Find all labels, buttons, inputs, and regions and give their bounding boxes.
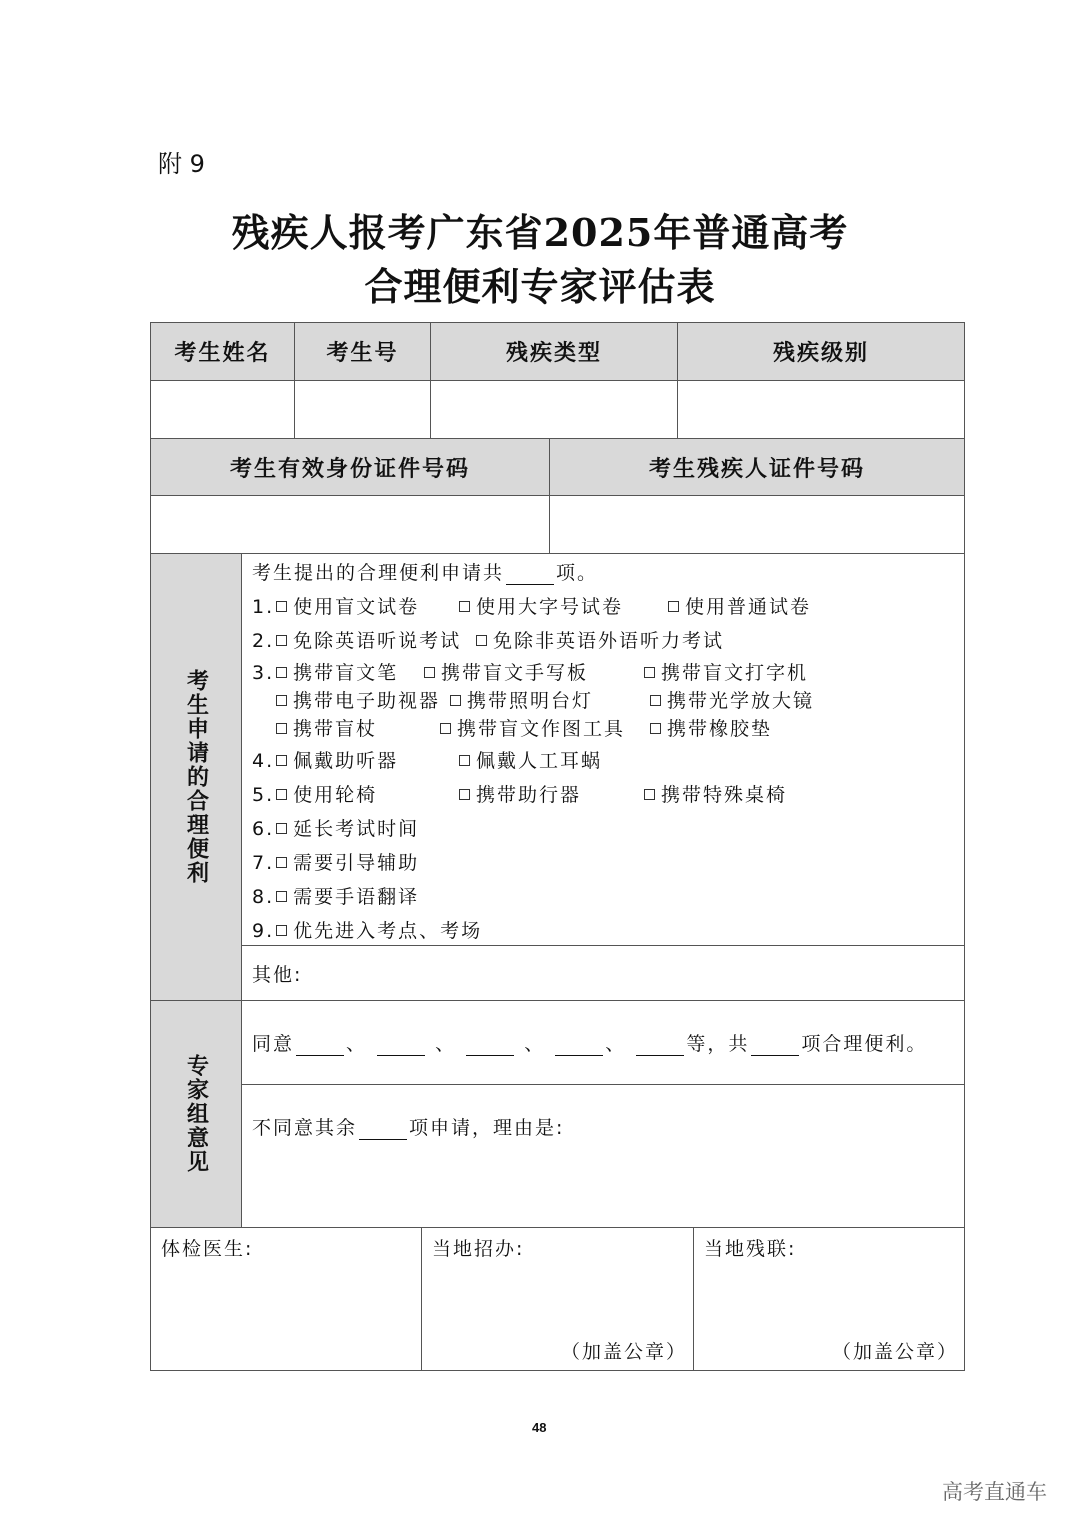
checkbox-cochlear-implant[interactable] [459, 755, 470, 766]
option-label: 免除英语听说考试 [293, 630, 462, 652]
option-label: 使用普通试卷 [685, 596, 812, 618]
disability-level-field[interactable] [677, 380, 965, 439]
option-label: 需要手语翻译 [293, 886, 420, 908]
section-label-expert-text: 专家组意见 [183, 1054, 209, 1174]
agree-count-blank[interactable] [751, 1037, 799, 1056]
checkbox-braille-paper[interactable] [276, 601, 287, 612]
row-number: 4. [252, 750, 275, 772]
separator: 、 [524, 1033, 546, 1055]
checkbox-extended-time[interactable] [276, 823, 287, 834]
option-label: 携带盲文手写板 [441, 662, 589, 684]
section-label-applied [150, 553, 242, 1001]
agree-prefix: 同意 [252, 1033, 295, 1055]
applied-accommodations-list [241, 553, 965, 946]
disagree-suffix: 项申请，理由是: [409, 1117, 565, 1139]
federation-label: 当地残联: [704, 1238, 797, 1260]
checkbox-rubber-mat[interactable] [650, 723, 661, 734]
option-label: 携带盲文笔 [293, 662, 399, 684]
option-label: 携带电子助视器 [293, 690, 441, 712]
disagree-row[interactable] [241, 1084, 965, 1228]
option-label: 携带盲文作图工具 [457, 718, 626, 740]
doctor-signature-box[interactable] [150, 1227, 422, 1371]
agree-item-blank-4[interactable] [555, 1037, 603, 1056]
row-number: 2. [252, 630, 275, 652]
checkbox-braille-slate[interactable] [424, 667, 435, 678]
page-number: 48 [532, 1420, 547, 1435]
intro-prefix: 考生提出的合理便利申请共 [252, 562, 505, 584]
disability-type-field[interactable] [430, 380, 678, 439]
checkbox-regular-paper[interactable] [668, 601, 679, 612]
header-disability-level: 残疾级别 [677, 322, 965, 381]
checkbox-exempt-english-listening-speaking[interactable] [276, 635, 287, 646]
option-row-8 [252, 882, 419, 909]
header-disability-type: 残疾类型 [430, 322, 678, 381]
disability-cert-number-field[interactable] [549, 495, 965, 554]
option-row-9 [252, 916, 482, 943]
option-label: 佩戴助听器 [293, 750, 399, 772]
agree-item-blank-2[interactable] [377, 1037, 425, 1056]
option-label: 延长考试时间 [293, 818, 420, 840]
option-label: 使用盲文试卷 [293, 596, 420, 618]
agree-item-blank-1[interactable] [296, 1037, 344, 1056]
disagree-line [252, 1113, 564, 1140]
separator: 、 [346, 1033, 368, 1055]
total-count-blank[interactable] [506, 566, 554, 585]
option-label: 携带特殊桌椅 [661, 784, 788, 806]
other-label: 其他: [252, 964, 303, 986]
section-label-applied-text: 考生申请的合理便利 [183, 669, 209, 885]
checkbox-white-cane[interactable] [276, 723, 287, 734]
option-label: 携带照明台灯 [467, 690, 594, 712]
checkbox-sign-language[interactable] [276, 891, 287, 902]
checkbox-braille-pen[interactable] [276, 667, 287, 678]
checkbox-electronic-magnifier[interactable] [276, 695, 287, 706]
option-label: 佩戴人工耳蜗 [476, 750, 603, 772]
checkbox-exempt-other-language-listening[interactable] [476, 635, 487, 646]
checkbox-desk-lamp[interactable] [450, 695, 461, 706]
option-label: 携带盲杖 [293, 718, 378, 740]
disagree-prefix: 不同意其余 [252, 1117, 358, 1139]
annex-label: 附 9 [158, 150, 205, 178]
checkbox-braille-drawing-tools[interactable] [440, 723, 451, 734]
header-student-number: 考生号 [294, 322, 431, 381]
agree-item-blank-3[interactable] [466, 1037, 514, 1056]
checkbox-priority-entry[interactable] [276, 925, 287, 936]
form-title-line2: 合理便利专家评估表 [364, 264, 716, 309]
option-label: 优先进入考点、考场 [293, 920, 483, 942]
header-id-number: 考生有效身份证件号码 [150, 438, 550, 496]
watermark: 高考直通车 [942, 1480, 1047, 1504]
separator: 、 [605, 1033, 627, 1055]
agree-row [241, 1000, 965, 1085]
row-number: 3. [252, 662, 275, 684]
option-label: 携带橡胶垫 [667, 718, 773, 740]
checkbox-optical-magnifier[interactable] [650, 695, 661, 706]
federation-signature-box[interactable] [693, 1227, 965, 1371]
agree-item-blank-5[interactable] [636, 1037, 684, 1056]
form-title-line1: 残疾人报考广东省2025年普通高考 [231, 210, 849, 255]
option-label: 携带光学放大镜 [667, 690, 815, 712]
intro-suffix: 项。 [556, 562, 599, 584]
checkbox-walker[interactable] [459, 789, 470, 800]
student-number-field[interactable] [294, 380, 431, 439]
seal-note: （加盖公章） [560, 1341, 687, 1363]
intro-line [252, 558, 598, 585]
option-label: 免除非英语外语听力考试 [493, 630, 725, 652]
option-row-7 [252, 848, 419, 875]
id-number-field[interactable] [150, 495, 550, 554]
checkbox-large-print-paper[interactable] [459, 601, 470, 612]
option-row-6 [252, 814, 419, 841]
checkbox-wheelchair[interactable] [276, 789, 287, 800]
checkbox-guide-assistance[interactable] [276, 857, 287, 868]
disagree-count-blank[interactable] [359, 1121, 407, 1140]
option-label: 需要引导辅助 [293, 852, 420, 874]
row-number: 6. [252, 818, 275, 840]
option-label: 携带助行器 [476, 784, 582, 806]
exam-office-signature-box[interactable] [421, 1227, 694, 1371]
checkbox-braille-typewriter[interactable] [644, 667, 655, 678]
agree-suffix: 项合理便利。 [801, 1033, 928, 1055]
seal-note: （加盖公章） [831, 1341, 958, 1363]
agree-line [252, 1029, 927, 1056]
row-number: 7. [252, 852, 275, 874]
option-label: 携带盲文打字机 [661, 662, 809, 684]
checkbox-special-desk-chair[interactable] [644, 789, 655, 800]
row-number: 5. [252, 784, 275, 806]
section-label-expert [150, 1000, 242, 1228]
student-name-field[interactable] [150, 380, 295, 439]
option-label: 使用大字号试卷 [476, 596, 624, 618]
separator: 、 [435, 1033, 457, 1055]
doctor-label: 体检医生: [161, 1238, 254, 1260]
header-student-name: 考生姓名 [150, 322, 295, 381]
row-number: 1. [252, 596, 275, 618]
header-disability-cert-number: 考生残疾人证件号码 [549, 438, 965, 496]
row-number: 9. [252, 920, 275, 942]
other-field[interactable] [241, 945, 965, 1001]
option-label: 使用轮椅 [293, 784, 378, 806]
row-number: 8. [252, 886, 275, 908]
exam-office-label: 当地招办: [432, 1238, 525, 1260]
checkbox-hearing-aid[interactable] [276, 755, 287, 766]
agree-mid: 等，共 [686, 1033, 750, 1055]
